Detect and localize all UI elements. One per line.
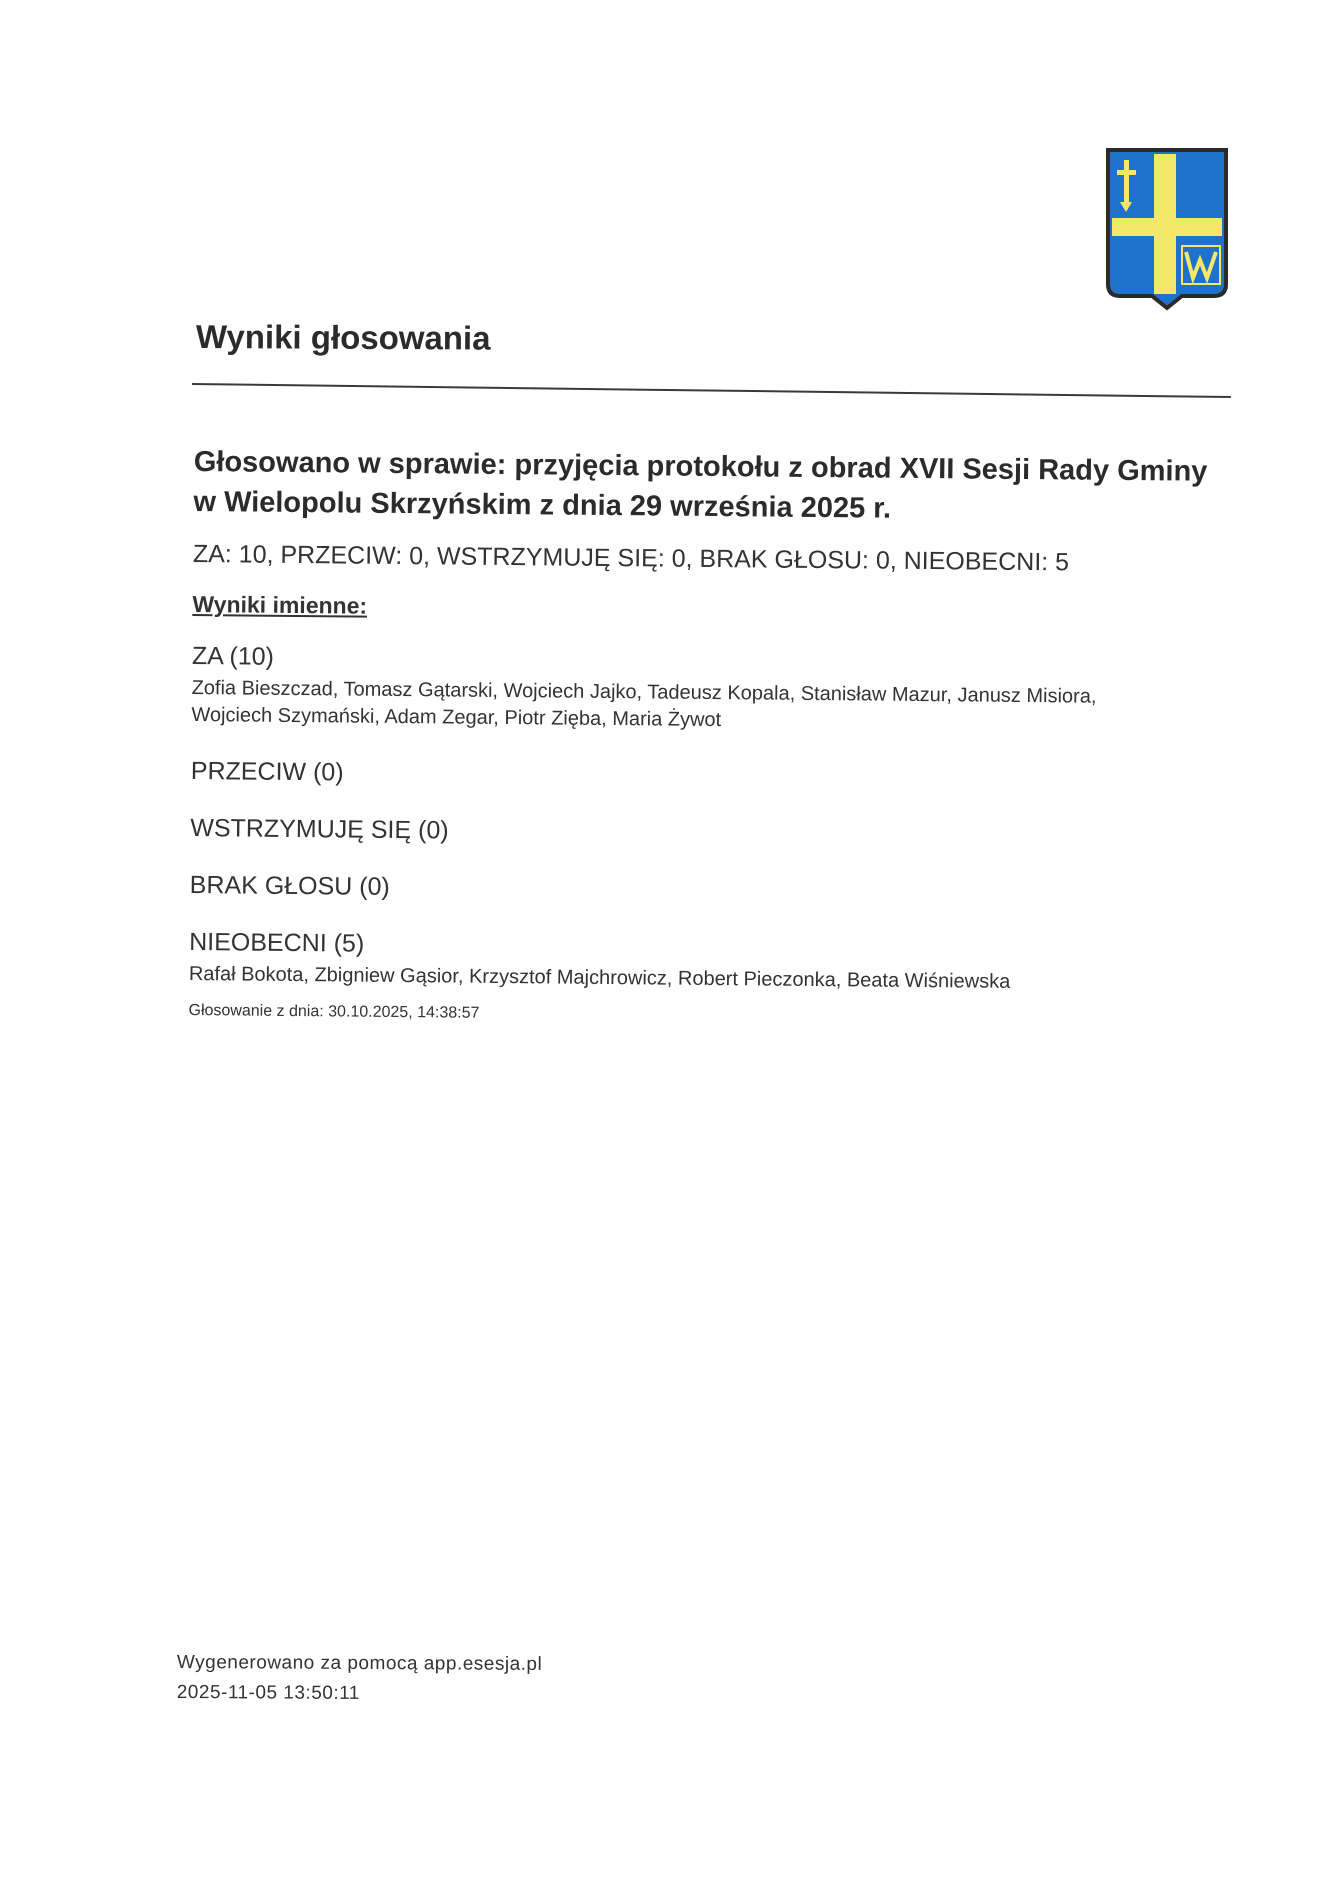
vote-subject-line1: Głosowano w sprawie: przyjęcia protokołu z obrad XVII Sesji Rady Gminy: [193, 445, 1208, 488]
footer: [177, 1648, 543, 1710]
footer-generated-at: 2025-11-05 13:50:11: [176, 1681, 360, 1704]
footer-generated-by: Wygenerowano za pomocą app.esesja.pl: [176, 1652, 543, 1675]
vote-subject: [193, 442, 1234, 532]
title-divider: [192, 383, 1231, 398]
page-title: Wyniki głosowania: [195, 318, 491, 357]
group-wstrzymuje-label: WSTRZYMUJĘ SIĘ (0): [190, 813, 449, 845]
vote-summary: ZA: 10, PRZECIW: 0, WSTRZYMUJĘ SIĘ: 0, BRAK GŁOSU: 0, NIEOBECNI: 5: [192, 539, 1070, 577]
vote-results: [188, 442, 1234, 1030]
vote-subject-line2: w Wielopolu Skrzyńskim z dnia 29 września 2025 r.: [193, 485, 892, 525]
named-results-header: Wyniki imienne:: [192, 590, 368, 619]
group-nieobecni-names: Rafał Bokota, Zbigniew Gąsior, Krzysztof Majchrowicz, Robert Pieczonka, Beata Wiśniewska: [188, 962, 1011, 993]
group-przeciw-label: PRZECIW (0): [190, 756, 344, 787]
coat-of-arms-icon: [1104, 146, 1230, 312]
vote-date: Głosowanie z dnia: 30.10.2025, 14:38:57: [188, 1001, 480, 1022]
group-za-names-line2: Wojciech Szymański, Adam Zegar, Piotr Zięba, Maria Żywot: [191, 703, 722, 732]
group-za-label: ZA (10): [191, 641, 275, 671]
group-za-names-line1: Zofia Bieszczad, Tomasz Gątarski, Wojciech Jajko, Tadeusz Kopala, Stanisław Mazur, Janusz Misiora,: [191, 676, 1097, 708]
group-nieobecni-label: NIEOBECNI (5): [189, 927, 365, 958]
group-brak-glosu-label: BRAK GŁOSU (0): [189, 870, 390, 901]
group-za-names: [191, 675, 1221, 739]
